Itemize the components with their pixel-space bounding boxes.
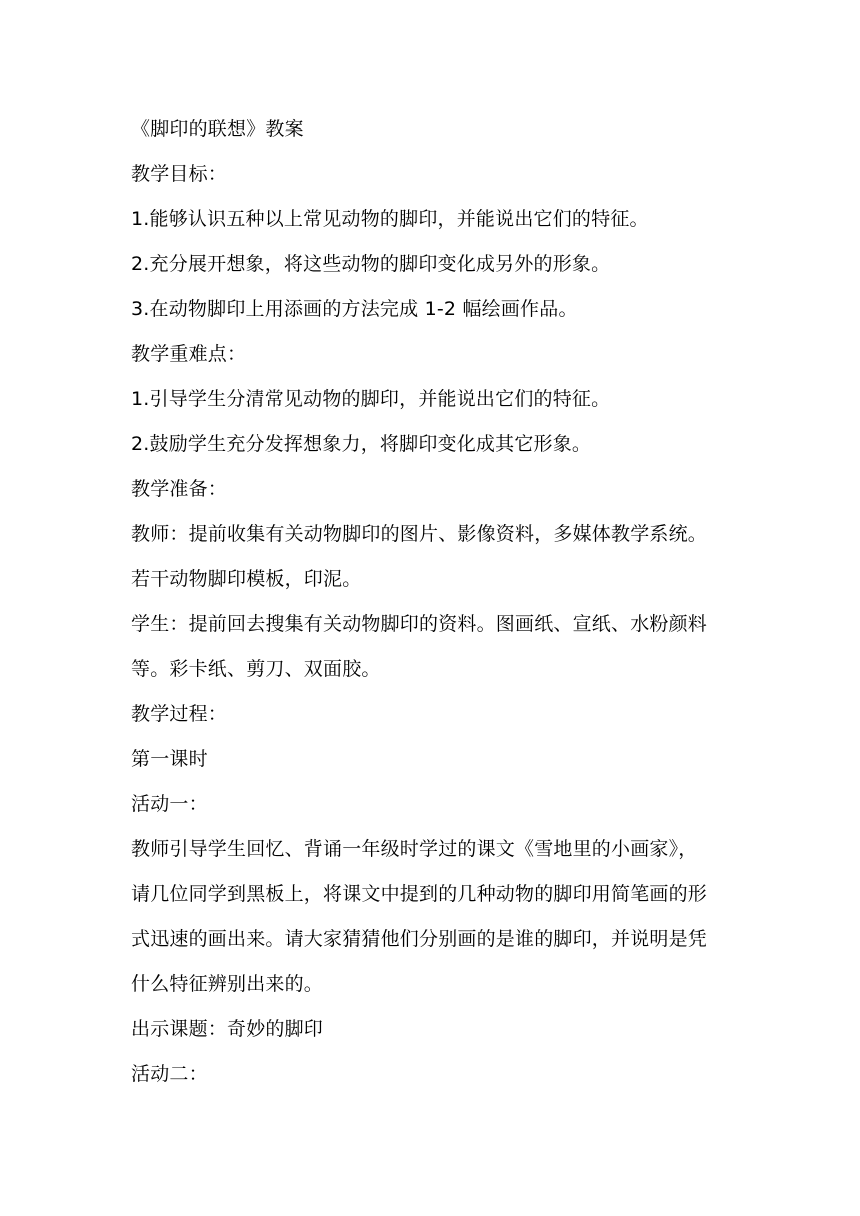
paragraph-line: 3.在动物脚印上用添画的方法完成 1-2 幅绘画作品。 — [131, 298, 578, 320]
paragraph-line: 学生：提前回去搜集有关动物脚印的资料。图画纸、宣纸、水粉颜料 — [131, 613, 708, 635]
paragraph-line: 等。彩卡纸、剪刀、双面胶。 — [131, 658, 381, 680]
activity-heading: 活动一： — [131, 793, 208, 815]
section-heading-process: 教学过程： — [131, 703, 228, 725]
paragraph-line: 2.鼓励学生充分发挥想象力，将脚印变化成其它形象。 — [131, 433, 592, 455]
paragraph-line: 若干动物脚印模板，印泥。 — [131, 568, 362, 590]
paragraph-line: 教师引导学生回忆、背诵一年级时学过的课文《雪地里的小画家》， — [131, 838, 698, 860]
document-title: 《脚印的联想》教案 — [131, 118, 304, 140]
paragraph-line: 出示课题：奇妙的脚印 — [131, 1018, 324, 1040]
paragraph-line: 1.能够认识五种以上常见动物的脚印，并能说出它们的特征。 — [131, 208, 649, 230]
paragraph-line: 请几位同学到黑板上，将课文中提到的几种动物的脚印用简笔画的形 — [131, 883, 708, 905]
paragraph-line: 2.充分展开想象，将这些动物的脚印变化成另外的形象。 — [131, 253, 611, 275]
section-heading-preparation: 教学准备： — [131, 478, 228, 500]
paragraph-line: 什么特征辨别出来的。 — [131, 973, 324, 995]
section-heading-key-points: 教学重难点： — [131, 343, 247, 365]
lesson-heading: 第一课时 — [131, 748, 208, 770]
section-heading-objectives: 教学目标： — [131, 163, 228, 185]
activity-heading: 活动二： — [131, 1063, 208, 1085]
paragraph-line: 1.引导学生分清常见动物的脚印，并能说出它们的特征。 — [131, 388, 611, 410]
paragraph-line: 教师：提前收集有关动物脚印的图片、影像资料，多媒体教学系统。 — [131, 523, 708, 545]
paragraph-line: 式迅速的画出来。请大家猜猜他们分别画的是谁的脚印，并说明是凭 — [131, 928, 708, 950]
